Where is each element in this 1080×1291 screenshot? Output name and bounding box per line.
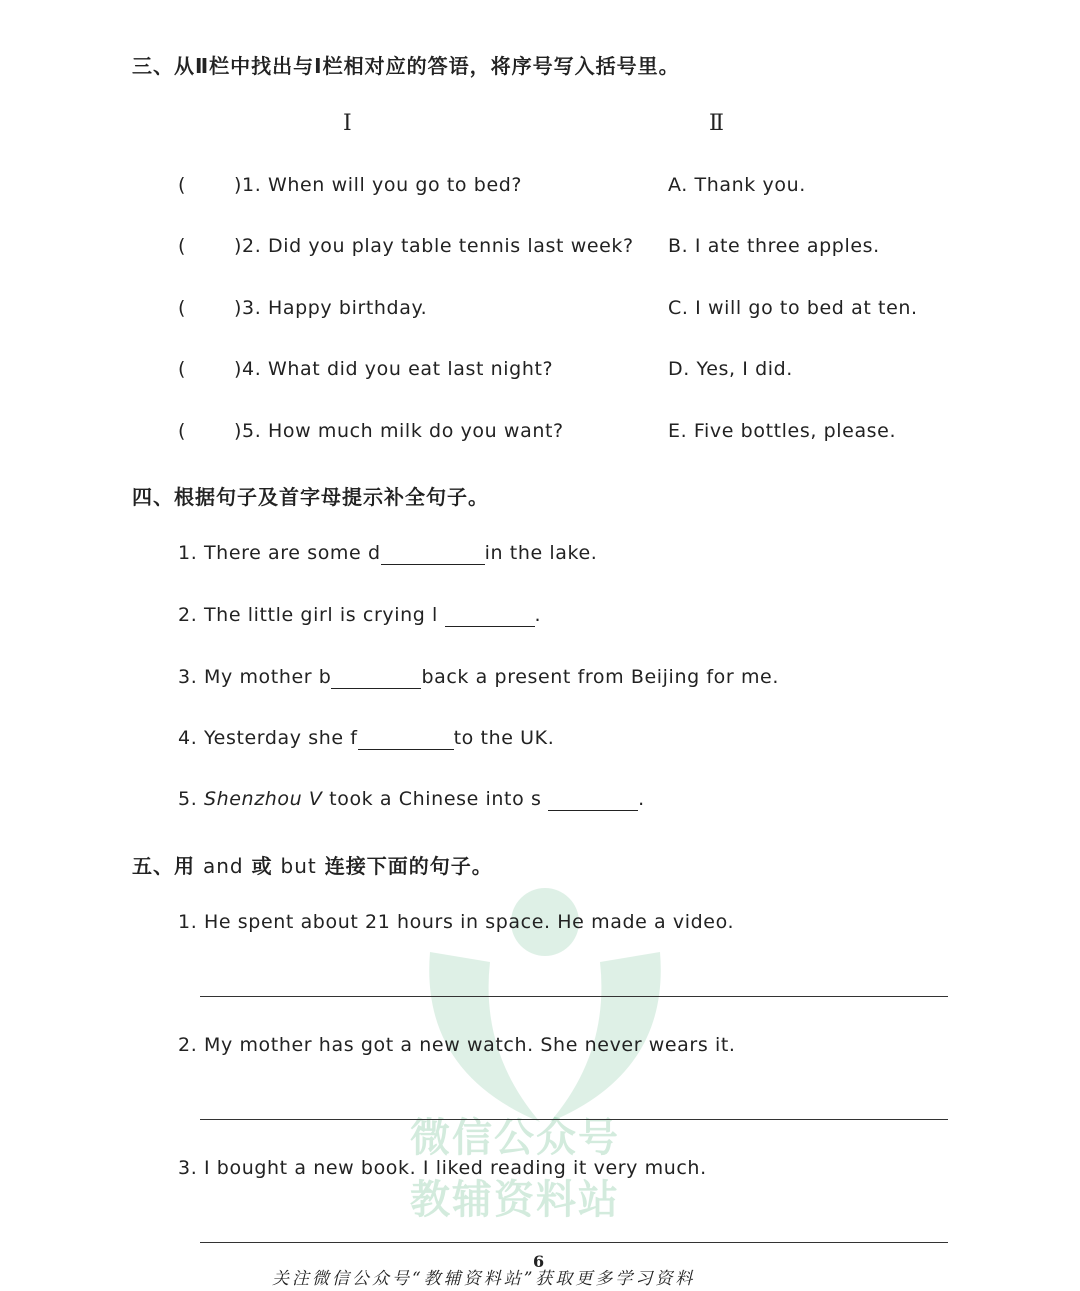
section-5-heading-but: but <box>280 854 317 878</box>
answer-blank-1[interactable]: ( <box>178 174 187 196</box>
combine-sentence-1: 1. He spent about 21 hours in space. He made a video. <box>178 911 735 933</box>
question-4: )4. What did you eat last night? <box>234 358 554 380</box>
fill-sentence-1 <box>178 542 597 565</box>
fill-sentence-2-start: 2. The little girl is crying l <box>178 604 438 626</box>
section-5-heading-or: 或 <box>251 854 273 878</box>
answer-line-3[interactable] <box>200 1242 948 1243</box>
fill-sentence-2-end: . <box>534 604 542 626</box>
column-2-header: Ⅱ <box>709 111 724 136</box>
answer-blank-2[interactable]: ( <box>178 235 187 257</box>
question-3: )3. Happy birthday. <box>234 297 428 319</box>
answer-blank-5[interactable]: ( <box>178 420 187 442</box>
section-3-heading: 三、从Ⅱ栏中找出与Ⅰ栏相对应的答语，将序号写入括号里。 <box>132 54 680 78</box>
combine-sentence-2: 2. My mother has got a new watch. She never wears it. <box>178 1034 736 1056</box>
fill-sentence-5-end: . <box>638 788 645 810</box>
fill-sentence-4-start: 4. Yesterday she f <box>178 727 358 749</box>
option-d: D. Yes, I did. <box>668 358 793 380</box>
fill-blank-3[interactable] <box>331 666 421 689</box>
column-1-header: Ⅰ <box>343 111 352 136</box>
page-number: 6 <box>533 1252 545 1271</box>
option-c: C. I will go to bed at ten. <box>668 297 918 319</box>
fill-sentence-3-start: 3. My mother b <box>178 666 332 688</box>
answer-line-2[interactable] <box>200 1119 948 1120</box>
fill-sentence-5-start: took a Chinese into s <box>322 788 542 810</box>
fill-sentence-5-italic: Shenzhou V <box>203 788 323 810</box>
fill-sentence-3 <box>178 666 779 689</box>
fill-blank-1[interactable] <box>381 542 485 565</box>
option-b: B. I ate three apples. <box>668 235 880 257</box>
fill-sentence-4 <box>178 727 554 750</box>
watermark-line-2: 教辅资料站 <box>410 1177 620 1223</box>
fill-blank-4[interactable] <box>358 727 454 750</box>
fill-blank-5[interactable] <box>548 788 638 811</box>
watermark-line-1: 微信公众号 <box>410 1115 620 1161</box>
fill-sentence-1-start: 1. There are some d <box>178 542 381 564</box>
section-5-heading <box>132 850 493 879</box>
section-5-heading-e: 连接下面的句子。 <box>324 854 493 878</box>
question-5: )5. How much milk do you want? <box>234 420 564 442</box>
fill-sentence-1-end: in the lake. <box>484 542 598 564</box>
question-1: )1. When will you go to bed? <box>234 174 523 196</box>
section-5-heading-and: and <box>202 854 244 878</box>
answer-line-1[interactable] <box>200 996 948 997</box>
option-a: A. Thank you. <box>668 174 806 196</box>
option-e: E. Five bottles, please. <box>668 420 897 442</box>
section-5-heading-a: 五、用 <box>132 854 195 878</box>
fill-sentence-5-num: 5. <box>178 788 204 810</box>
footer-note: 关注微信公众号“教辅资料站”获取更多学习资料 <box>272 1269 696 1289</box>
fill-blank-2[interactable] <box>445 604 535 627</box>
answer-blank-4[interactable]: ( <box>178 358 187 380</box>
section-4-heading: 四、根据句子及首字母提示补全句子。 <box>132 485 489 509</box>
fill-sentence-4-end: to the UK. <box>453 727 555 749</box>
answer-blank-3[interactable]: ( <box>178 297 187 319</box>
fill-sentence-2 <box>178 604 541 627</box>
fill-sentence-3-end: back a present from Beijing for me. <box>421 666 779 688</box>
fill-sentence-5 <box>178 788 645 811</box>
combine-sentence-3: 3. I bought a new book. I liked reading it very much. <box>178 1157 707 1179</box>
question-2: )2. Did you play table tennis last week? <box>234 235 634 257</box>
